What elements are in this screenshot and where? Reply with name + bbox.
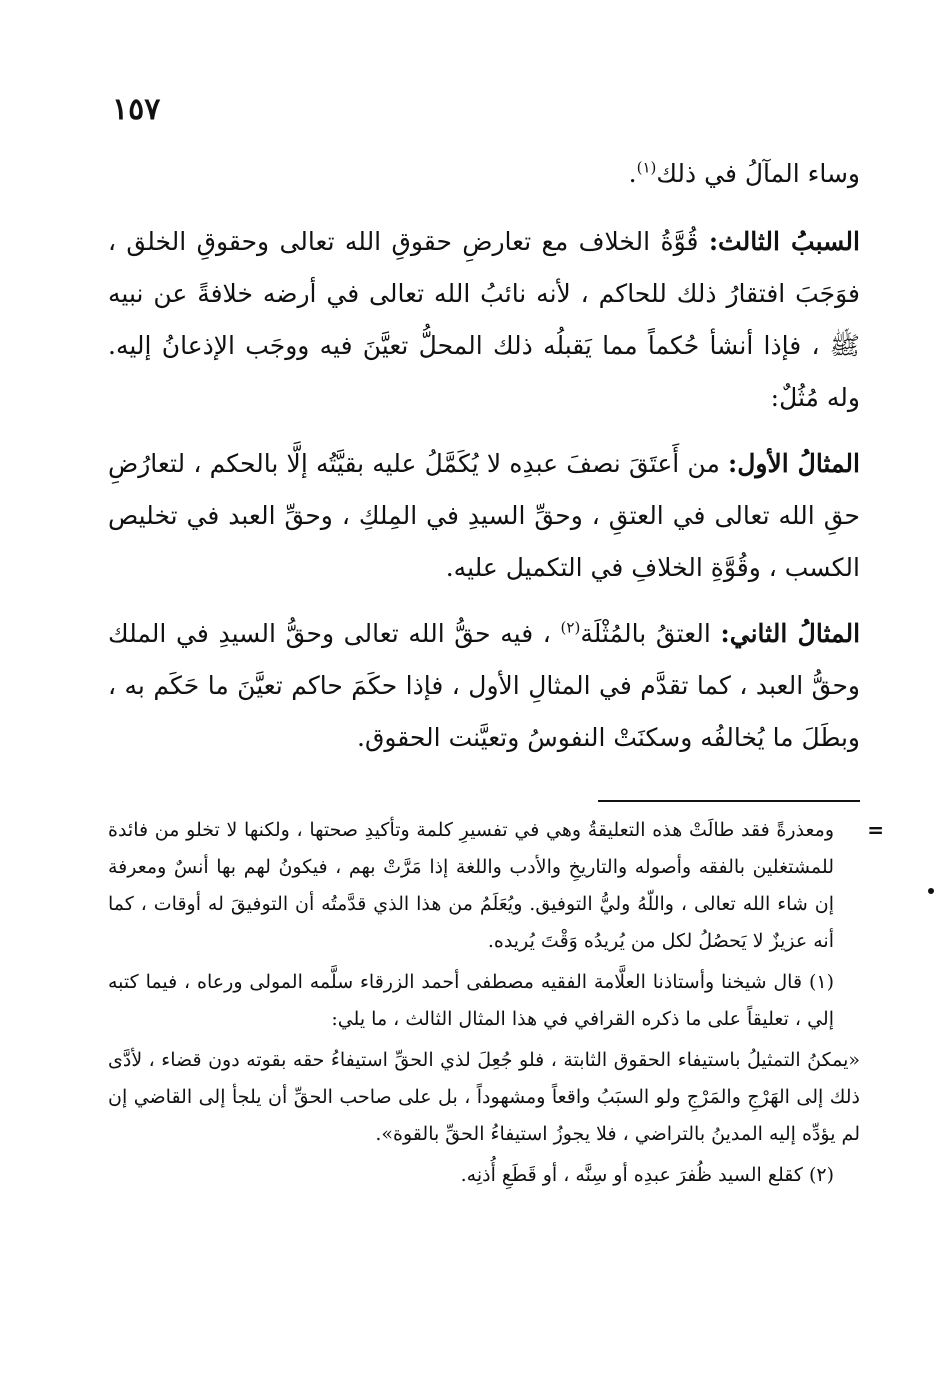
example1-heading: المثالُ الأول: [728, 449, 860, 478]
example2-heading: المثالُ الثاني: [720, 619, 861, 648]
page-number: ١٥٧ [112, 92, 161, 127]
footnote-1-text: قال شيخنا وأستاذنا العلَّامة الفقيه مصطفى أحمد الزرقاء سلَّمه المولى ورعاه ، فيما كتبه إلي ، تعليقاً على ما ذكره القرافي في هذا المثال الثالث ، ما يلي: [108, 971, 834, 1030]
footnote-divider [598, 800, 860, 802]
cause-text: قُوَّةُ الخلاف مع تعارضِ حقوقِ الله تعالى وحقوقِ الخلق ، فوَجَبَ افتقارُ ذلك للحاكم ، لأنه نائبُ الله تعالى في أرضه خلافةً عن نبيه ﷺ ، فإذا أنشأ حُكماً مما يَقبلُه ذلك المحلُّ تعيَّنَ فيه ووجَب الإذعانُ إليه. وله مُثُلٌ: [108, 227, 860, 412]
example1-paragraph [108, 438, 860, 594]
opening-end: . [628, 159, 637, 188]
main-text [108, 148, 860, 778]
example1-text: من أَعتَقَ نصفَ عبدِه لا يُكَمَّلُ عليه بقيَّتُه إلَّا بالحكم ، لتعارُضِ حقِ الله تعالى في العتقِ ، وحقِّ السيدِ في المِلكِ ، وحقِّ العبد في تخليص الكسب ، وقُوَّةِ الخلافِ في التكميل عليه. [108, 449, 860, 582]
footnote-2 [108, 1157, 860, 1194]
example2-paragraph [108, 608, 860, 764]
footnote-2-label: (٢) [808, 1164, 834, 1186]
footnote-2-text: كقلع السيد ظُفرَ عبدِه أو سِنَّه ، أو قَطَعِ أُذنِه. [460, 1164, 809, 1186]
opening-line: وساء المآلُ في ذلك [656, 159, 860, 188]
footnote-ref-1[interactable]: (١) [636, 158, 657, 177]
opening-paragraph [108, 148, 860, 200]
footnote-continued: ومعذرةً فقد طالَتْ هذه التعليقةُ وهي في تفسيرِ كلمة وتأكيدِ صحتها ، ولكنها لا تخلو من فائدة للمشتغلين بالفقه وأصوله والتاريخِ والأدب واللغة إذا مَرَّتْ بهم ، فيكونُ لهم بها أنسٌ ومعرفة إن شاء الله تعالى ، واللّهُ وليُّ التوفيق. ويُعَلَمُ من هذا الذي قدَّمتُه أن التوفيقَ له أوقات ، كما أنه عزيزٌ لا يَحصُلُ لكل من يُريدُه وَقْتَ يُريده. [108, 819, 834, 952]
footnote-1 [108, 964, 860, 1038]
footnote-ref-2[interactable]: (٢) [560, 618, 581, 637]
continuation-mark: = [867, 818, 884, 842]
footnotes [108, 812, 860, 1198]
footnote-1-label: (١) [808, 971, 834, 993]
cause-heading: السببُ الثالث: [708, 227, 860, 256]
footnote-1-quote: «يمكنُ التمثيلُ باستيفاء الحقوق الثابتة ، فلو جُعِلَ لذي الحقِّ استيفاءُ حقه بقوته دون قضاء ، لأدَّى ذلك إلى الهَرْجِ والمَرْجِ ولو السبَبُ واقعاً ومشهوداً ، بل على صاحب الحقِّ أن يلجأ إلى القاضي إن لم يؤدِّه إليه المدينُ بالتراضي ، فلا يجوزُ استيفاءُ الحقِّ بالقوة». [108, 1049, 860, 1145]
example2-pre: العتقُ بالمُثْلَة [580, 619, 721, 648]
example2-post: ، فيه حقُّ الله تعالى وحقُّ السيدِ في الملك وحقُّ العبد ، كما تقدَّم في المثالِ الأول ، فإذا حكَمَ حاكم تعيَّنَ ما حَكَم به ، وبطَلَ ما يُخالفُه وسكنَتْ النفوسُ وتعيَّنت الحقوق. [108, 619, 860, 752]
page-edge-mark [928, 888, 934, 894]
cause-paragraph [108, 216, 860, 424]
